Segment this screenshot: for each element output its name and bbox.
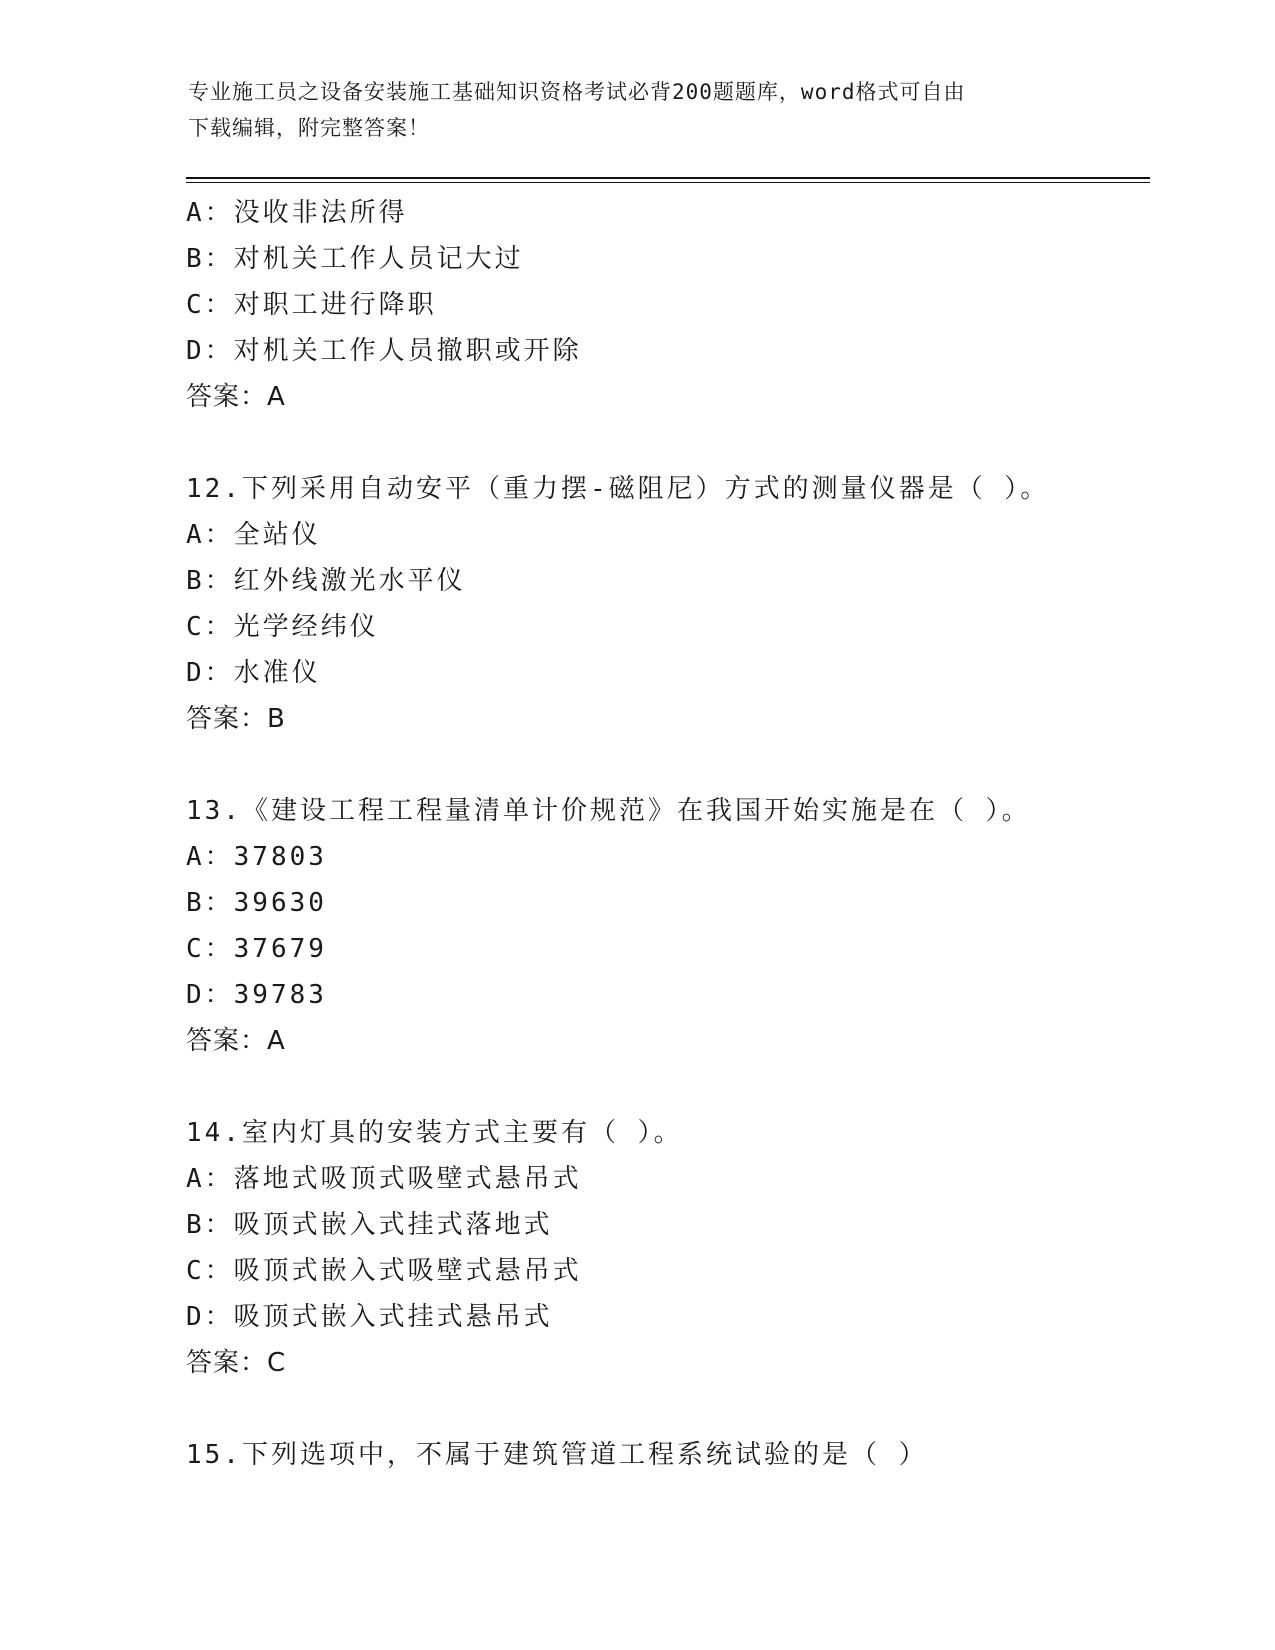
option-a: A：没收非法所得 (186, 198, 408, 228)
question-11-continued (186, 190, 1146, 420)
spacer (186, 1386, 1146, 1432)
option-b: B：对机关工作人员记大过 (186, 244, 524, 274)
answer-line: 答案：A (186, 382, 286, 412)
option-d: D：对机关工作人员撤职或开除 (186, 336, 582, 366)
spacer (186, 1064, 1146, 1110)
document-header (188, 74, 1088, 146)
option-d: D：水准仪 (186, 658, 321, 688)
option-c: C：对职工进行降职 (186, 290, 437, 320)
question-14 (186, 1110, 1146, 1386)
header-line-1: 专业施工员之设备安装施工基础知识资格考试必背200题题库，word格式可自由 (188, 80, 966, 104)
question-stem: 13.《建设工程工程量清单计价规范》在我国开始实施是在（ ）。 (186, 796, 1031, 826)
question-list (186, 190, 1146, 1478)
question-12 (186, 466, 1146, 742)
answer-line: 答案：B (186, 704, 286, 734)
option-c: C：吸顶式嵌入式吸壁式悬吊式 (186, 1256, 582, 1286)
option-c: C：37679 (186, 934, 327, 964)
header-line-2: 下载编辑，附完整答案！ (188, 116, 430, 140)
question-stem: 14.室内灯具的安装方式主要有（ ）。 (186, 1118, 683, 1148)
option-d: D：吸顶式嵌入式挂式悬吊式 (186, 1302, 553, 1332)
option-c: C：光学经纬仪 (186, 612, 379, 642)
question-stem: 12.下列采用自动安平（重力摆-磁阻尼）方式的测量仪器是（ ）。 (186, 474, 1050, 504)
spacer (186, 742, 1146, 788)
question-13 (186, 788, 1146, 1064)
option-d: D：39783 (186, 980, 327, 1010)
option-a: A：全站仪 (186, 520, 321, 550)
option-b: B：吸顶式嵌入式挂式落地式 (186, 1210, 553, 1240)
question-stem: 15.下列选项中，不属于建筑管道工程系统试验的是（ ） (186, 1440, 928, 1470)
answer-line: 答案：C (186, 1348, 287, 1378)
spacer (186, 420, 1146, 466)
option-a: A：37803 (186, 842, 327, 872)
option-b: B：39630 (186, 888, 327, 918)
option-b: B：红外线激光水平仪 (186, 566, 466, 596)
option-a: A：落地式吸顶式吸壁式悬吊式 (186, 1164, 582, 1194)
header-divider-thin (186, 182, 1150, 183)
question-15 (186, 1432, 1146, 1478)
answer-line: 答案：A (186, 1026, 286, 1056)
header-divider-thick (186, 177, 1150, 179)
